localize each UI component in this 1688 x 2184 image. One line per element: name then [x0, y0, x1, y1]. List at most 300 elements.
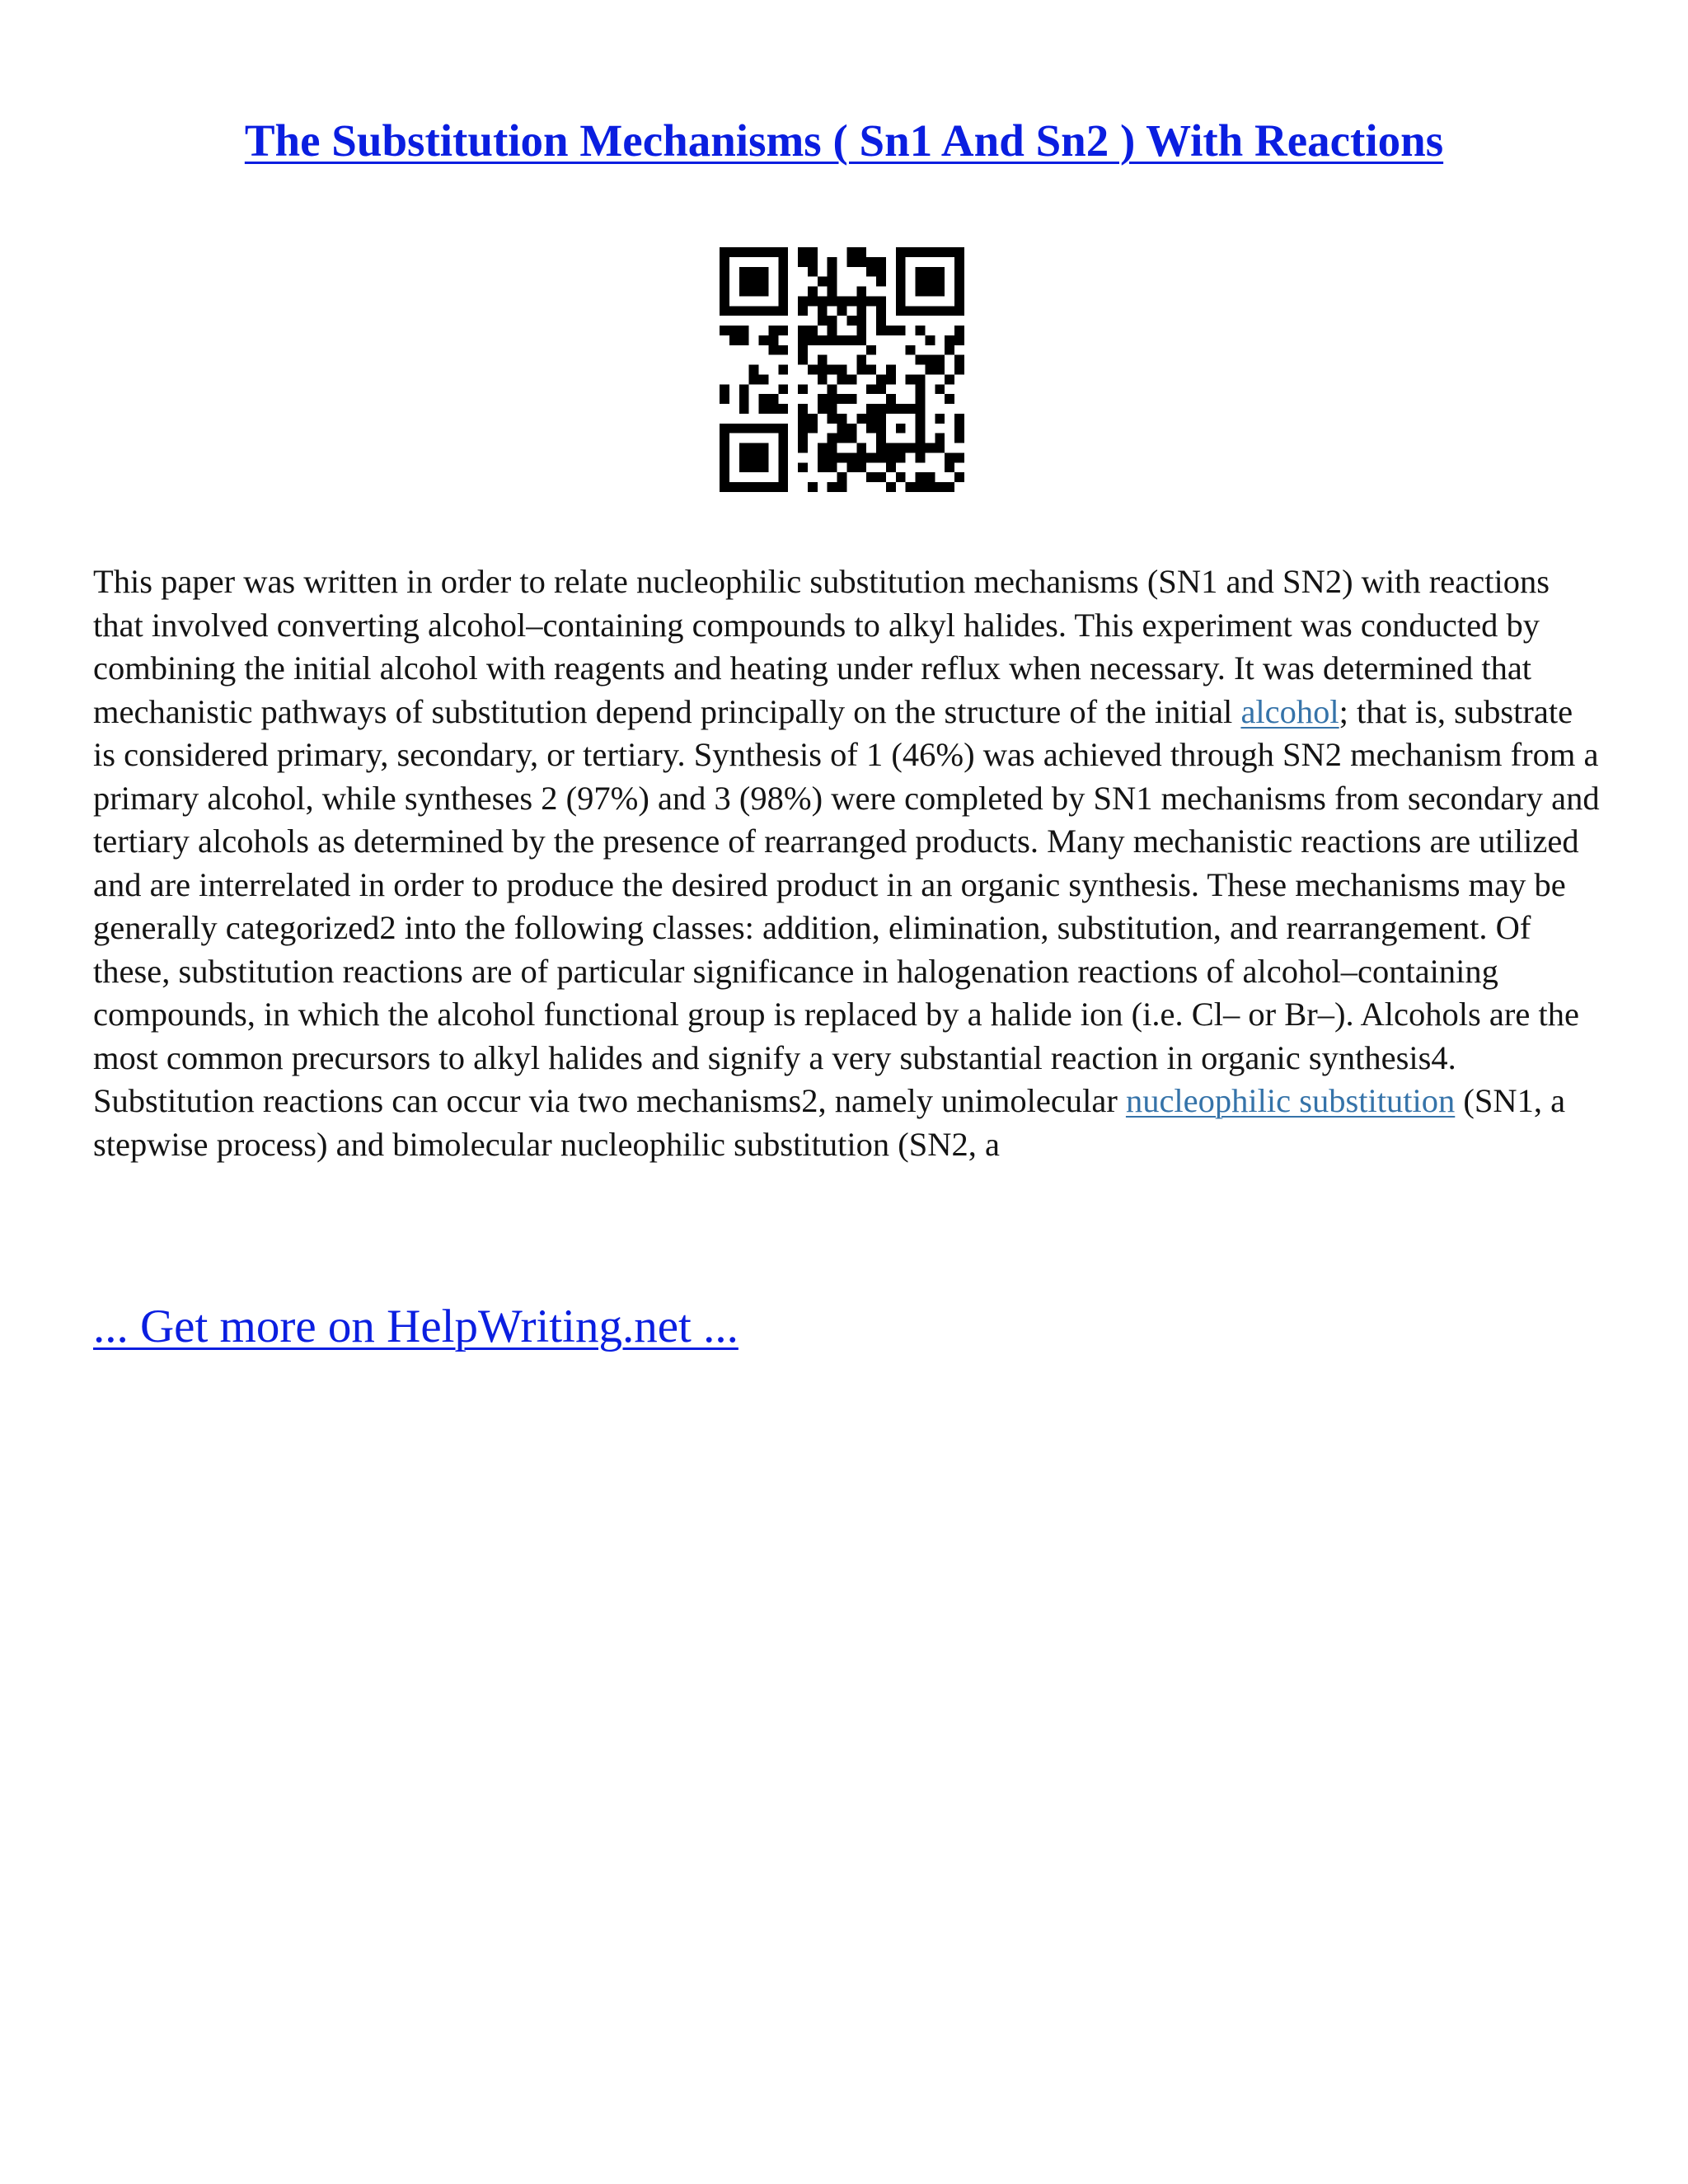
qr-module: [916, 247, 926, 257]
qr-module: [876, 257, 886, 267]
qr-module: [876, 384, 886, 394]
qr-module: [916, 374, 926, 384]
qr-module: [886, 404, 896, 414]
qr-module: [778, 345, 788, 355]
qr-module: [768, 482, 778, 492]
qr-module: [828, 482, 837, 492]
qr-module: [876, 472, 886, 482]
qr-module: [778, 326, 788, 335]
qr-module: [866, 296, 876, 306]
qr-module: [720, 247, 729, 257]
qr-module: [749, 482, 759, 492]
qr-module: [739, 326, 749, 335]
qr-module: [778, 306, 788, 316]
qr-module: [846, 452, 856, 462]
qr-module: [886, 394, 896, 404]
qr-module: [739, 277, 749, 287]
qr-module: [749, 277, 759, 287]
qr-module: [876, 452, 886, 462]
qr-module: [808, 296, 818, 306]
qr-module: [739, 335, 749, 345]
qr-module: [876, 316, 886, 326]
qr-module: [866, 384, 876, 394]
qr-module: [866, 257, 876, 267]
qr-module: [916, 472, 926, 482]
qr-module: [749, 374, 759, 384]
qr-module: [778, 296, 788, 306]
qr-module: [828, 434, 837, 443]
qr-module: [768, 306, 778, 316]
qr-module: [935, 443, 945, 453]
document-title-link[interactable]: The Substitution Mechanisms ( Sn1 And Sn2 ) With Reactions: [244, 115, 1444, 166]
qr-module: [876, 326, 886, 335]
qr-module: [916, 355, 926, 365]
qr-module: [925, 287, 935, 297]
qr-module: [916, 326, 926, 335]
qr-module: [828, 277, 837, 287]
qr-module: [876, 277, 886, 287]
qr-module: [876, 424, 886, 434]
qr-module: [856, 287, 866, 297]
qr-module: [945, 462, 954, 472]
qr-module: [954, 306, 964, 316]
qr-module: [729, 326, 739, 335]
qr-module: [846, 462, 856, 472]
qr-module: [925, 355, 935, 365]
qr-module: [954, 326, 964, 335]
qr-module: [856, 247, 866, 257]
qr-module: [876, 296, 886, 306]
qr-module: [798, 404, 808, 414]
qr-module: [886, 365, 896, 375]
qr-module: [798, 296, 808, 306]
qr-module: [798, 414, 808, 424]
qr-module: [856, 414, 866, 424]
qr-module: [720, 424, 729, 434]
qr-module: [916, 424, 926, 434]
alcohol-link[interactable]: alcohol: [1240, 692, 1339, 730]
qr-module: [778, 365, 788, 375]
qr-module: [749, 443, 759, 453]
qr-module: [896, 306, 906, 316]
qr-module: [720, 482, 729, 492]
qr-module: [828, 384, 837, 394]
qr-module: [759, 404, 769, 414]
qr-module: [925, 267, 935, 277]
qr-module: [856, 257, 866, 267]
qr-module: [856, 462, 866, 472]
qr-module: [846, 257, 856, 267]
qr-module: [828, 414, 837, 424]
qr-module: [720, 326, 729, 335]
qr-module: [768, 345, 778, 355]
qr-module: [818, 365, 828, 375]
qr-module: [945, 247, 954, 257]
qr-module: [818, 306, 828, 316]
qr-module: [808, 424, 818, 434]
qr-module: [720, 452, 729, 462]
qr-module: [768, 394, 778, 404]
qr-module: [778, 247, 788, 257]
qr-module: [837, 374, 847, 384]
qr-module: [828, 443, 837, 453]
qr-module: [856, 296, 866, 306]
qr-module: [729, 247, 739, 257]
qr-module: [837, 414, 847, 424]
qr-module: [808, 326, 818, 335]
qr-module: [945, 335, 954, 345]
qr-module: [886, 374, 896, 384]
qr-module: [798, 424, 808, 434]
qr-module: [846, 296, 856, 306]
qr-module: [739, 384, 749, 394]
qr-module: [954, 414, 964, 424]
qr-module: [896, 257, 906, 267]
title-container: [0, 112, 1688, 170]
qr-module: [846, 335, 856, 345]
body-text-part-3: (SN1, a stepwise process) and bimolecular nucleophilic substitution (SN2, a: [93, 1082, 1566, 1163]
qr-module: [828, 452, 837, 462]
qr-module: [954, 287, 964, 297]
qr-module: [808, 287, 818, 297]
qr-module: [749, 247, 759, 257]
qr-module: [906, 306, 916, 316]
qr-module: [837, 365, 847, 375]
qr-module: [945, 482, 954, 492]
qr-module: [768, 424, 778, 434]
qr-module: [876, 434, 886, 443]
qr-module: [739, 482, 749, 492]
qr-module: [729, 482, 739, 492]
qr-module: [818, 296, 828, 306]
qr-module: [925, 472, 935, 482]
qr-module: [739, 452, 749, 462]
qr-module: [818, 452, 828, 462]
qr-module: [778, 257, 788, 267]
qr-module: [828, 462, 837, 472]
qr-module: [846, 394, 856, 404]
qr-module: [720, 462, 729, 472]
qr-module: [954, 365, 964, 375]
qr-module: [759, 424, 769, 434]
qr-module: [749, 452, 759, 462]
qr-module: [954, 335, 964, 345]
qr-module: [778, 434, 788, 443]
qr-module: [837, 424, 847, 434]
qr-module: [729, 335, 739, 345]
qr-module: [808, 414, 818, 424]
qr-module: [935, 414, 945, 424]
qr-module: [837, 296, 847, 306]
qr-module: [896, 287, 906, 297]
qr-module: [749, 267, 759, 277]
qr-module: [954, 277, 964, 287]
qr-module: [916, 414, 926, 424]
qr-module: [778, 267, 788, 277]
qr-module: [876, 404, 886, 414]
qr-module: [798, 443, 808, 453]
qr-module: [768, 326, 778, 335]
qr-module: [828, 404, 837, 414]
qr-module: [759, 287, 769, 297]
qr-module: [925, 482, 935, 492]
qr-module: [818, 462, 828, 472]
qr-module: [935, 355, 945, 365]
qr-module: [916, 434, 926, 443]
qr-module: [720, 257, 729, 267]
qr-module: [798, 326, 808, 335]
qr-module: [856, 306, 866, 316]
qr-module: [808, 482, 818, 492]
qr-module: [954, 424, 964, 434]
qr-module: [739, 394, 749, 404]
qr-module: [720, 472, 729, 482]
qr-module: [906, 443, 916, 453]
qr-module: [916, 287, 926, 297]
qr-module: [759, 247, 769, 257]
qr-module: [916, 267, 926, 277]
qr-module: [896, 472, 906, 482]
qr-module: [739, 247, 749, 257]
qr-module: [925, 247, 935, 257]
qr-module: [818, 316, 828, 326]
qr-module: [768, 335, 778, 345]
qr-module: [896, 277, 906, 287]
qr-module: [954, 296, 964, 306]
qr-module: [749, 306, 759, 316]
body-text-part-1: This paper was written in order to relate nucleophilic substitution mechanisms (SN1 and SN2) with reactions that involved converting alcohol–containing compounds to alkyl halides. This experiment was conducted by combining the initial alcohol with reagents and heating under reflux when necessary. It was determined that mechanistic pathways of substitution depend principally on the structure of the initial: [93, 563, 1550, 730]
qr-module: [846, 316, 856, 326]
qr-module: [925, 277, 935, 287]
qr-module: [720, 394, 729, 404]
qr-module: [739, 306, 749, 316]
qr-module: [759, 267, 769, 277]
qr-module: [876, 267, 886, 277]
qr-module: [916, 404, 926, 414]
qr-module: [739, 443, 749, 453]
qr-module: [768, 404, 778, 414]
qr-module: [886, 452, 896, 462]
qr-module: [837, 452, 847, 462]
qr-module: [886, 462, 896, 472]
qr-module: [818, 355, 828, 365]
qr-module: [866, 404, 876, 414]
qr-module: [798, 355, 808, 365]
qr-module: [856, 316, 866, 326]
qr-module: [925, 365, 935, 375]
qr-module: [876, 414, 886, 424]
qr-module: [916, 482, 926, 492]
qr-module: [876, 374, 886, 384]
qr-module: [759, 277, 769, 287]
qr-module: [906, 345, 916, 355]
qr-module: [778, 424, 788, 434]
qr-module: [916, 394, 926, 404]
qr-module: [739, 287, 749, 297]
qr-module: [876, 306, 886, 316]
qr-module: [808, 335, 818, 345]
qr-module: [759, 306, 769, 316]
qr-module: [778, 277, 788, 287]
qr-module: [759, 335, 769, 345]
qr-module: [749, 365, 759, 375]
qr-module: [720, 306, 729, 316]
qr-module: [945, 374, 954, 384]
qr-module: [856, 326, 866, 335]
qr-module: [768, 247, 778, 257]
qr-module: [866, 424, 876, 434]
qr-module: [935, 306, 945, 316]
qr-module: [720, 443, 729, 453]
qr-module: [828, 296, 837, 306]
qr-module: [935, 365, 945, 375]
qr-module: [935, 384, 945, 394]
qr-module: [846, 247, 856, 257]
qr-module: [818, 277, 828, 287]
qr-module: [798, 306, 808, 316]
qr-module: [798, 257, 808, 267]
qr-module: [935, 277, 945, 287]
qr-module: [916, 277, 926, 287]
qr-module: [720, 287, 729, 297]
qr-module: [886, 443, 896, 453]
qr-module: [846, 374, 856, 384]
qr-module: [720, 434, 729, 443]
qr-module: [759, 394, 769, 404]
nucleophilic-substitution-link[interactable]: nucleophilic substitution: [1125, 1082, 1456, 1119]
qr-module: [759, 482, 769, 492]
qr-module: [808, 257, 818, 267]
qr-module: [749, 287, 759, 297]
qr-module: [896, 267, 906, 277]
qr-module: [798, 384, 808, 394]
qr-module: [866, 414, 876, 424]
qr-module: [916, 443, 926, 453]
qr-module: [916, 384, 926, 394]
qr-module: [759, 452, 769, 462]
qr-module: [828, 257, 837, 267]
qr-module: [896, 404, 906, 414]
qr-module: [846, 424, 856, 434]
qr-module: [856, 443, 866, 453]
qr-module: [778, 287, 788, 297]
qr-module: [945, 394, 954, 404]
qr-module: [896, 326, 906, 335]
qr-module: [896, 452, 906, 462]
qr-module: [954, 452, 964, 462]
qr-module: [945, 306, 954, 316]
qr-module: [739, 404, 749, 414]
qr-module: [759, 462, 769, 472]
qr-module: [906, 374, 916, 384]
qr-module: [906, 482, 916, 492]
qr-module: [866, 267, 876, 277]
qr-module: [886, 326, 896, 335]
qr-module: [818, 394, 828, 404]
qr-module: [720, 296, 729, 306]
qr-module: [720, 277, 729, 287]
qr-module: [856, 452, 866, 462]
qr-module: [778, 443, 788, 453]
qr-module: [846, 434, 856, 443]
qr-module: [837, 482, 847, 492]
qr-module: [739, 424, 749, 434]
get-more-link[interactable]: ... Get more on HelpWriting.net ...: [93, 1301, 738, 1352]
qr-module: [828, 394, 837, 404]
qr-module: [739, 462, 749, 472]
qr-module: [935, 434, 945, 443]
qr-module: [837, 306, 847, 316]
qr-module: [906, 404, 916, 414]
qr-module: [954, 434, 964, 443]
qr-module: [749, 424, 759, 434]
qr-module: [837, 394, 847, 404]
qr-module: [954, 247, 964, 257]
qr-module: [828, 365, 837, 375]
qr-module: [896, 424, 906, 434]
qr-module: [916, 452, 926, 462]
qr-module: [720, 267, 729, 277]
qr-module: [856, 335, 866, 345]
qr-module: [778, 404, 788, 414]
qr-module: [808, 267, 818, 277]
qr-module: [837, 472, 847, 482]
qr-module: [778, 472, 788, 482]
qr-module: [759, 443, 769, 453]
qr-module: [729, 424, 739, 434]
qr-module: [778, 482, 788, 492]
qr-module: [749, 462, 759, 472]
qr-module: [818, 443, 828, 453]
qr-module: [876, 443, 886, 453]
qr-module: [818, 374, 828, 384]
qr-module: [798, 335, 808, 345]
qr-module: [935, 482, 945, 492]
qr-module: [837, 434, 847, 443]
qr-module: [935, 267, 945, 277]
qr-module: [866, 452, 876, 462]
qr-module: [954, 355, 964, 365]
qr-module: [925, 335, 935, 345]
qr-module: [954, 267, 964, 277]
qr-module: [916, 306, 926, 316]
qr-module: [828, 267, 837, 277]
qr-module: [808, 247, 818, 257]
qr-module: [954, 257, 964, 267]
qr-module: [925, 443, 935, 453]
qr-module: [798, 345, 808, 355]
qr-module: [778, 462, 788, 472]
qr-module: [886, 482, 896, 492]
qr-module: [828, 316, 837, 326]
qr-module: [739, 267, 749, 277]
qr-module: [945, 452, 954, 462]
qr-module: [935, 287, 945, 297]
qr-module: [866, 472, 876, 482]
qr-module: [759, 374, 769, 384]
qr-module: [818, 335, 828, 345]
qr-module: [896, 247, 906, 257]
qr-module: [729, 306, 739, 316]
qr-code-icon: [720, 247, 964, 492]
qr-module: [866, 345, 876, 355]
qr-module: [778, 452, 788, 462]
qr-module: [954, 472, 964, 482]
qr-module: [896, 443, 906, 453]
qr-module: [808, 365, 818, 375]
qr-module: [798, 434, 808, 443]
qr-module: [798, 247, 808, 257]
